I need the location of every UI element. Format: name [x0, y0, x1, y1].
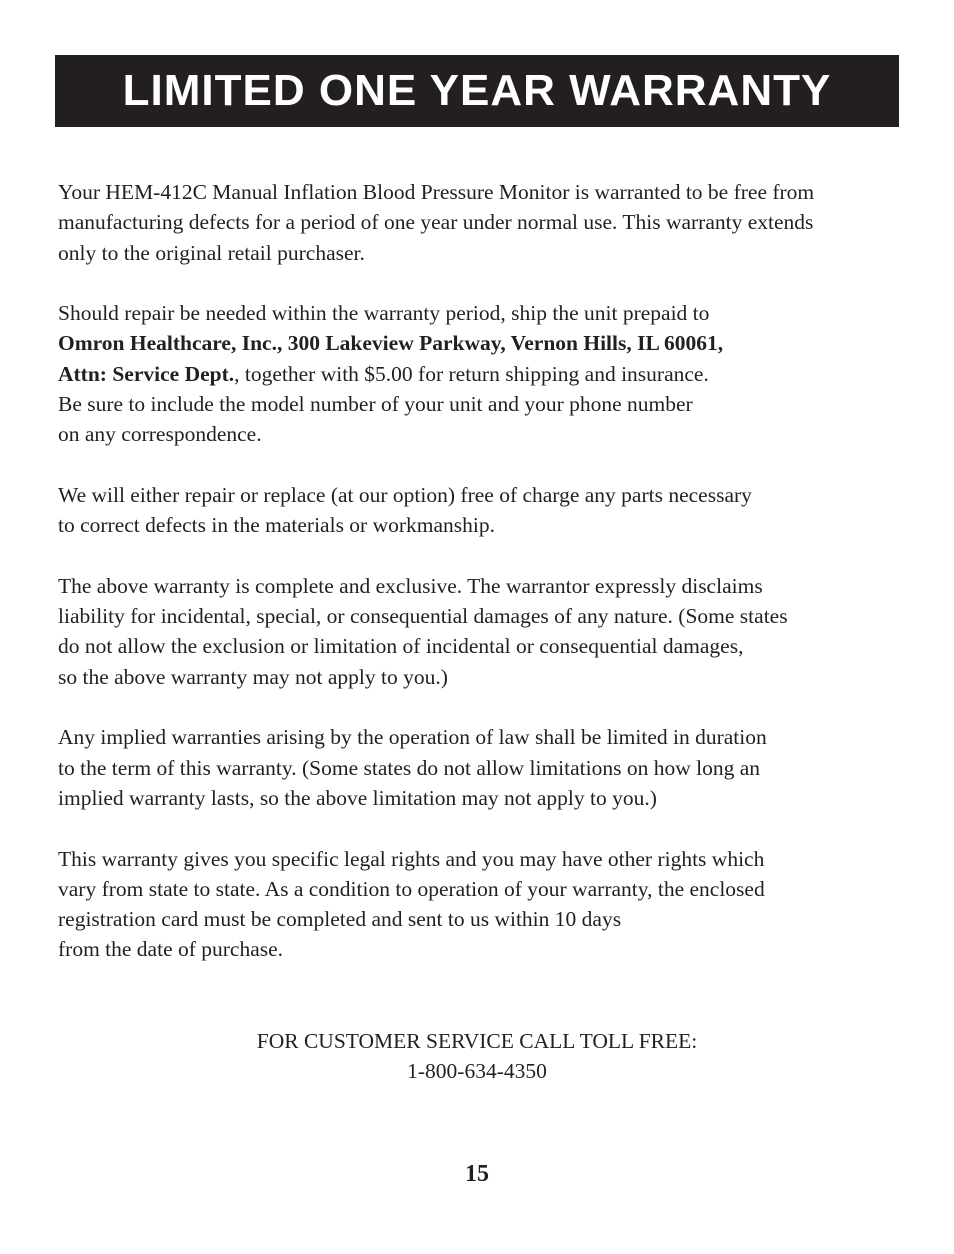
- text-fragment: , together with $5.00 for return shipping and insurance.: [234, 361, 709, 386]
- text-line: only to the original retail purchaser.: [58, 240, 365, 265]
- text-line: from the date of purchase.: [58, 937, 284, 962]
- page-number: 15: [465, 1161, 489, 1187]
- text-line: Any implied warranties arising by the operation of law shall be limited in duration: [58, 725, 767, 750]
- text-line: so the above warranty may not apply to you.): [58, 664, 448, 689]
- text-line: This warranty gives you specific legal rights and you may have other rights which: [58, 846, 765, 871]
- paragraph-coverage: [58, 177, 898, 268]
- text-line: to correct defects in the materials or workmanship.: [58, 513, 496, 538]
- text-line: Be sure to include the model number of your unit and your phone number: [58, 392, 693, 417]
- service-attention: Attn: Service Dept.: [58, 361, 235, 386]
- page-title: LIMITED ONE YEAR WARRANTY: [122, 66, 832, 115]
- paragraph-legal-rights: [58, 844, 898, 965]
- text-line: We will either repair or replace (at our option) free of charge any parts necessary: [58, 482, 752, 507]
- title-banner: [55, 55, 899, 127]
- paragraph-remedy: [58, 480, 898, 541]
- text-line: Should repair be needed within the warranty period, ship the unit prepaid to: [58, 301, 710, 326]
- text-line: The above warranty is complete and exclusive. The warrantor expressly disclaims: [58, 573, 763, 598]
- customer-service-label: FOR CUSTOMER SERVICE CALL TOLL FREE:: [256, 1029, 698, 1053]
- text-line: do not allow the exclusion or limitation of incidental or consequential damages,: [58, 634, 744, 659]
- text-line: manufacturing defects for a period of one year under normal use. This warranty extends: [58, 210, 814, 235]
- customer-service-phone: 1-800-634-4350: [407, 1059, 547, 1084]
- customer-service-block: [0, 1026, 954, 1087]
- paragraph-disclaimer: [58, 571, 898, 692]
- text-line: to the term of this warranty. (Some states do not allow limitations on how long an: [58, 755, 761, 780]
- text-line: registration card must be completed and sent to us within 10 days: [58, 907, 622, 932]
- text-line: liability for incidental, special, or consequential damages of any nature. (Some states: [58, 604, 788, 629]
- text-line: on any correspondence.: [58, 422, 262, 447]
- warranty-body: [58, 177, 898, 995]
- text-line: [58, 359, 898, 389]
- service-address: Omron Healthcare, Inc., 300 Lakeview Parkway, Vernon Hills, IL 60061,: [58, 331, 724, 356]
- text-line: Your HEM-412C Manual Inflation Blood Pressure Monitor is warranted to be free from: [58, 180, 815, 204]
- paragraph-implied-warranties: [58, 722, 898, 813]
- paragraph-repair: [58, 298, 898, 449]
- text-line: vary from state to state. As a condition to operation of your warranty, the enclosed: [58, 876, 765, 901]
- text-line: implied warranty lasts, so the above limitation may not apply to you.): [58, 785, 657, 810]
